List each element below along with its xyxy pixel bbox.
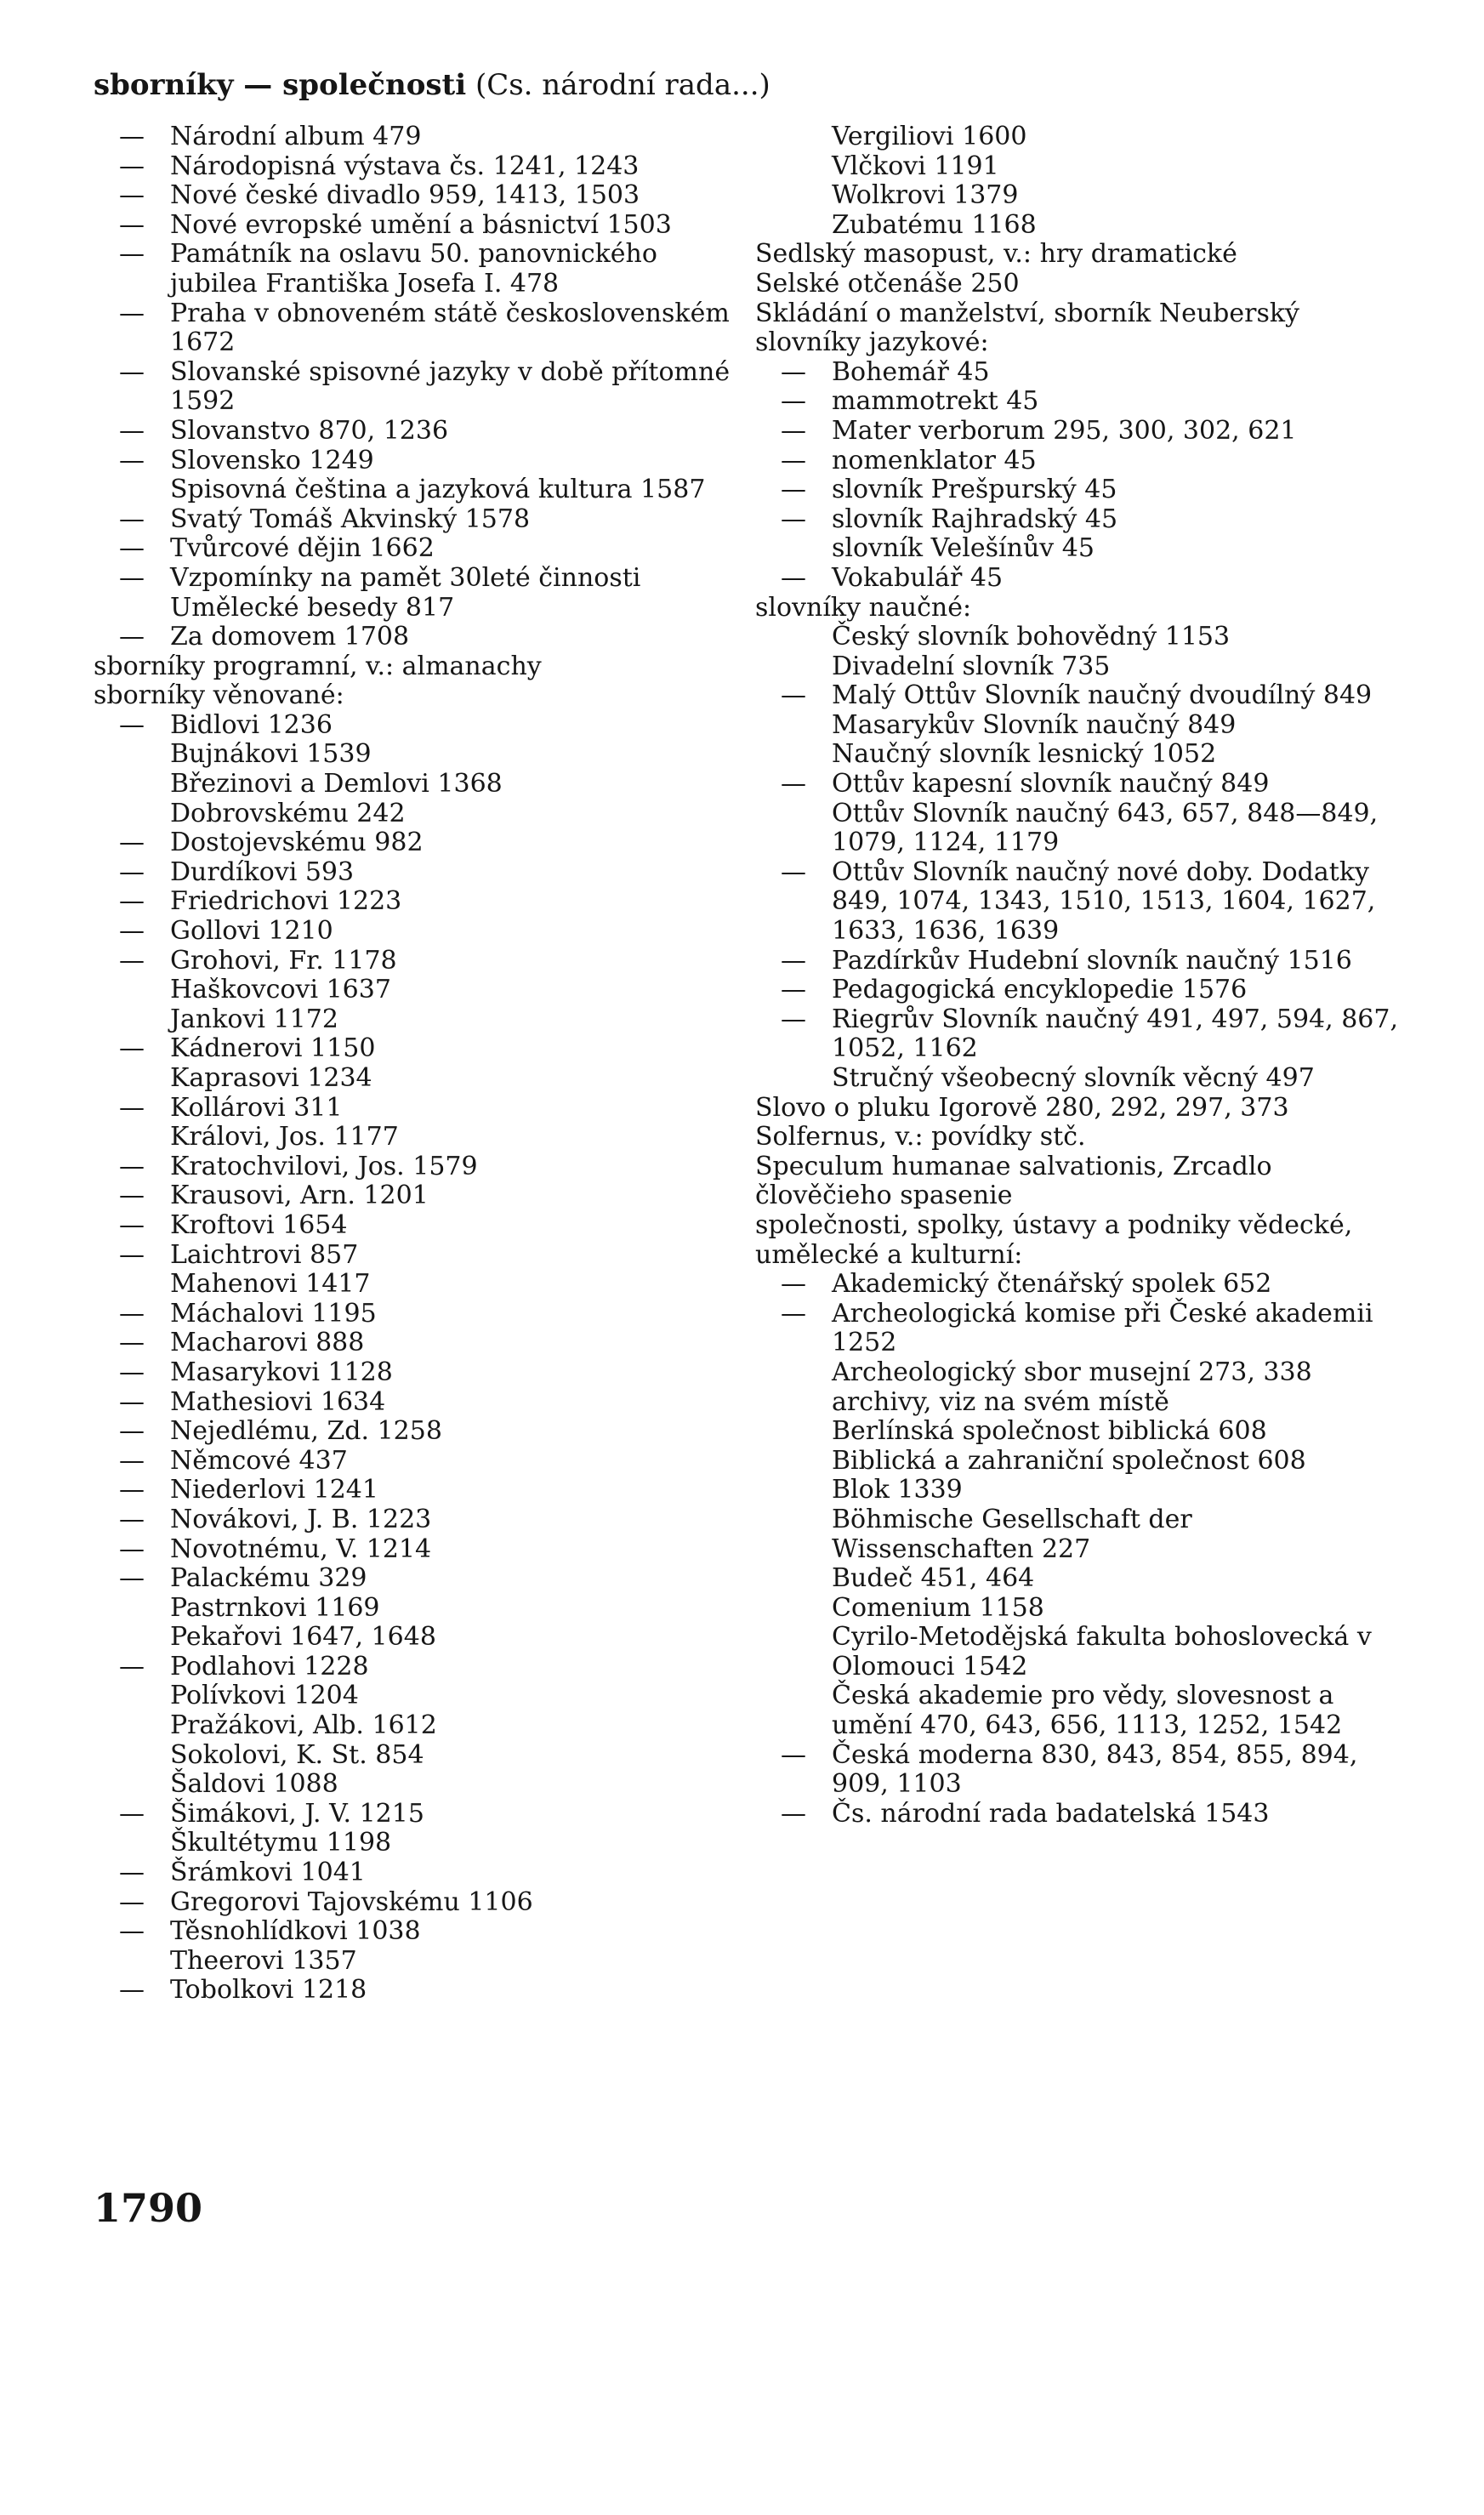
entry-text: Národopisná výstava čs. 1241, 1243 <box>170 151 640 181</box>
index-entry <box>94 1653 740 1682</box>
entry-text: Biblická a zahraniční společnost 608 <box>832 1445 1306 1476</box>
entry-dash: — <box>781 1798 806 1829</box>
index-heading <box>755 328 1402 358</box>
index-entry <box>755 1594 1402 1624</box>
index-entry <box>94 240 740 299</box>
entry-dash: — <box>119 209 145 240</box>
running-head-right: (Cs. národní rada...) <box>475 68 770 102</box>
index-entry <box>94 1034 740 1064</box>
entry-dash: — <box>119 239 145 270</box>
entry-text: Podlahovi 1228 <box>170 1651 369 1681</box>
index-entry <box>94 1064 740 1094</box>
entry-text: sborníky programní, v.: almanachy <box>94 651 542 681</box>
entry-text: Šaldovi 1088 <box>170 1769 338 1800</box>
entry-dash: — <box>119 709 145 740</box>
entry-text: Kratochvilovi, Jos. 1579 <box>170 1151 478 1181</box>
index-entry <box>94 1888 740 1918</box>
entry-text: Mahenovi 1417 <box>170 1269 371 1300</box>
entry-text: Bidlovi 1236 <box>170 709 333 740</box>
entry-dash: — <box>781 445 806 475</box>
entry-text: Dobrovskému 242 <box>170 798 406 828</box>
entry-text: Slovensko 1249 <box>170 445 374 475</box>
index-entry <box>755 122 1402 152</box>
index-entry <box>755 387 1402 417</box>
entry-dash: — <box>781 504 806 534</box>
entry-text: Berlínská společnost biblická 608 <box>832 1416 1267 1447</box>
entry-text: Speculum humanae salvationis, Zrcadlo člověčieho spasenie <box>755 1151 1281 1211</box>
entry-text: Pekařovi 1647, 1648 <box>170 1622 436 1653</box>
entry-dash: — <box>119 1916 145 1947</box>
index-entry <box>94 711 740 741</box>
index-entry <box>94 1623 740 1653</box>
entry-dash: — <box>119 151 145 181</box>
index-entry <box>755 711 1402 741</box>
index-entry <box>94 1947 740 1977</box>
entry-dash: — <box>119 1328 145 1358</box>
entry-text: Macharovi 888 <box>170 1328 365 1358</box>
entry-text: Wolkrovi 1379 <box>832 180 1019 211</box>
entry-dash: — <box>119 1298 145 1329</box>
entry-dash: — <box>119 886 145 917</box>
entry-text: Vokabulář 45 <box>832 562 1004 593</box>
entry-dash: — <box>119 945 145 976</box>
index-entry <box>94 1005 740 1035</box>
entry-text: Nové české divadlo 959, 1413, 1503 <box>170 180 640 211</box>
index-entry <box>755 1476 1402 1505</box>
entry-text: Vergiliovi 1600 <box>832 122 1027 151</box>
index-entry <box>755 1417 1402 1447</box>
index-entry <box>94 1417 740 1447</box>
index-entry <box>94 152 740 182</box>
entry-text: Český slovník bohovědný 1153 <box>832 622 1231 652</box>
index-entry <box>94 799 740 829</box>
index-entry <box>755 1358 1402 1388</box>
index-entry <box>94 828 740 858</box>
index-heading <box>755 270 1402 299</box>
entry-dash: — <box>119 1533 145 1564</box>
entry-text: Čs. národní rada badatelská 1543 <box>832 1798 1270 1829</box>
index-heading <box>755 1094 1402 1124</box>
entry-text: Nejedlému, Zd. 1258 <box>170 1416 442 1447</box>
entry-text: Kádnerovi 1150 <box>170 1033 376 1064</box>
index-entry <box>94 447 740 476</box>
index-entry <box>755 534 1402 564</box>
entry-text: Riegrův Slovník naučný 491, 497, 594, 867, 1052, 1162 <box>832 1004 1407 1064</box>
entry-dash: — <box>119 1357 145 1387</box>
entry-dash: — <box>119 1416 145 1447</box>
index-entry <box>755 181 1402 211</box>
index-entry <box>94 211 740 241</box>
entry-text: Selské otčenáše 250 <box>755 268 1020 299</box>
index-entry <box>94 1388 740 1418</box>
index-entry <box>94 1329 740 1358</box>
index-entry <box>94 917 740 947</box>
entry-text: Pazdírkův Hudební slovník naučný 1516 <box>832 945 1352 976</box>
index-entry <box>755 211 1402 241</box>
index-entry <box>94 1211 740 1241</box>
entry-text: Pastrnkovi 1169 <box>170 1592 380 1623</box>
entry-text: Novotnému, V. 1214 <box>170 1533 432 1564</box>
entry-dash: — <box>119 504 145 534</box>
entry-text: Masarykův Slovník naučný 849 <box>832 709 1237 740</box>
entry-text: Pražákovi, Alb. 1612 <box>170 1710 437 1741</box>
entry-text: Němcové 437 <box>170 1445 348 1476</box>
index-entry <box>94 1535 740 1565</box>
running-head <box>94 68 1420 102</box>
entry-dash: — <box>781 356 806 387</box>
entry-dash: — <box>119 1445 145 1476</box>
index-heading <box>755 594 1402 623</box>
index-entry <box>94 299 740 358</box>
index-entry <box>94 1681 740 1711</box>
entry-dash: — <box>119 916 145 947</box>
index-heading <box>94 681 740 711</box>
index-entry <box>94 1358 740 1388</box>
entry-dash: — <box>781 475 806 505</box>
index-entry <box>755 947 1402 976</box>
index-entry <box>94 122 740 152</box>
entry-text: Haškovcovi 1637 <box>170 975 391 1005</box>
index-entry <box>755 1505 1402 1564</box>
index-entry <box>94 1094 740 1124</box>
entry-dash: — <box>119 1563 145 1594</box>
index-entry <box>94 1241 740 1271</box>
index-entry <box>755 623 1402 652</box>
entry-dash: — <box>119 1181 145 1211</box>
entry-text: Ottův kapesní slovník naučný 849 <box>832 769 1270 799</box>
index-entry <box>755 505 1402 535</box>
running-head-left: sborníky — společnosti <box>94 68 467 102</box>
index-entry <box>755 1300 1402 1358</box>
index-entry <box>755 1681 1402 1740</box>
entry-text: slovník Prešpurský 45 <box>832 475 1117 505</box>
entry-text: Skládání o manželství, sborník Neuberský <box>755 298 1300 328</box>
index-entry <box>94 1770 740 1800</box>
entry-text: Cyrilo-Metodějská fakulta bohoslovecká v Olomouci 1542 <box>832 1622 1380 1681</box>
index-entry <box>94 564 740 623</box>
index-entry <box>755 770 1402 799</box>
index-entry <box>94 1447 740 1477</box>
entry-text: Česká akademie pro vědy, slovesnost a umění 470, 643, 656, 1113, 1252, 1542 <box>832 1681 1343 1741</box>
entry-text: Krausovi, Arn. 1201 <box>170 1181 429 1211</box>
entry-text: Mathesiovi 1634 <box>170 1386 386 1417</box>
index-entry <box>94 1917 740 1947</box>
entry-dash: — <box>119 856 145 887</box>
index-entry <box>94 358 740 417</box>
entry-dash: — <box>119 1151 145 1181</box>
index-entry <box>755 976 1402 1005</box>
entry-dash: — <box>781 386 806 417</box>
index-entry <box>94 1858 740 1888</box>
entry-dash: — <box>119 1475 145 1505</box>
index-entry <box>755 740 1402 770</box>
left-column <box>94 122 740 2006</box>
index-entry <box>94 1181 740 1211</box>
page-number: 1790 <box>94 2185 203 2231</box>
entry-text: Za domovem 1708 <box>170 622 410 652</box>
entry-text: Kollárovi 311 <box>170 1092 343 1123</box>
index-entry <box>755 858 1402 947</box>
entry-text: slovníky jazykové: <box>755 327 989 358</box>
entry-text: slovníky naučné: <box>755 592 972 623</box>
index-entry <box>755 1564 1402 1594</box>
index-entry <box>94 1123 740 1152</box>
index-entry <box>755 447 1402 476</box>
entry-text: Slovanstvo 870, 1236 <box>170 415 449 446</box>
entry-text: Friedrichovi 1223 <box>170 886 402 917</box>
entry-dash: — <box>781 769 806 799</box>
index-entry <box>755 1388 1402 1418</box>
entry-text: Archeologická komise při České akademii 1252 <box>832 1298 1382 1358</box>
entry-text: Gregorovi Tajovskému 1106 <box>170 1886 533 1917</box>
entry-dash: — <box>119 1886 145 1917</box>
entry-dash: — <box>119 298 145 328</box>
entry-text: Slovanské spisovné jazyky v době přítomné 1592 <box>170 356 738 417</box>
entry-dash: — <box>119 1858 145 1888</box>
index-entry <box>94 1270 740 1300</box>
entry-text: společnosti, spolky, ústavy a podniky vědecké, umělecké a kulturní: <box>755 1209 1361 1270</box>
index-entry <box>755 652 1402 682</box>
entry-text: Malý Ottův Slovník naučný dvoudílný 849 <box>832 680 1373 711</box>
entry-text: Škultétymu 1198 <box>170 1828 392 1858</box>
entry-text: Ottův Slovník naučný 643, 657, 848—849, 1079, 1124, 1179 <box>832 798 1386 858</box>
entry-text: archivy, viz na svém místě <box>832 1386 1169 1417</box>
entry-text: Máchalovi 1195 <box>170 1298 377 1329</box>
entry-dash: — <box>119 1239 145 1270</box>
index-entry <box>94 1741 740 1771</box>
entry-text: slovník Rajhradský 45 <box>832 504 1118 534</box>
entry-text: Svatý Tomáš Akvinský 1578 <box>170 504 531 534</box>
entry-text: Comenium 1158 <box>832 1592 1044 1623</box>
entry-text: Těsnohlídkovi 1038 <box>170 1916 421 1947</box>
index-entry <box>94 947 740 976</box>
entry-dash: — <box>119 1975 145 2006</box>
entry-text: Slovo o pluku Igorově 280, 292, 297, 373 <box>755 1092 1289 1123</box>
index-entry <box>94 740 740 770</box>
index-entry <box>94 1564 740 1594</box>
entry-text: Dostojevskému 982 <box>170 828 424 858</box>
entry-dash: — <box>119 1798 145 1829</box>
index-entry <box>94 1711 740 1741</box>
entry-text: Divadelní slovník 735 <box>832 651 1111 681</box>
entry-dash: — <box>119 533 145 564</box>
entry-text: Zubatému 1168 <box>832 209 1037 240</box>
index-entry <box>755 358 1402 388</box>
entry-text: Mater verborum 295, 300, 302, 621 <box>832 415 1297 446</box>
entry-dash: — <box>781 1739 806 1770</box>
index-entry <box>94 417 740 447</box>
entry-text: Jankovi 1172 <box>170 1004 338 1034</box>
entry-text: Pedagogická encyklopedie 1576 <box>832 975 1248 1005</box>
entry-text: Akademický čtenářský spolek 652 <box>832 1269 1272 1300</box>
index-entry <box>94 1594 740 1624</box>
entry-text: Památník na oslavu 50. panovnického jubilea Františka Josefa I. 478 <box>170 239 666 299</box>
entry-text: Šimákovi, J. V. 1215 <box>170 1798 424 1829</box>
entry-dash: — <box>781 1298 806 1329</box>
index-entry <box>94 1829 740 1858</box>
entry-text: Grohovi, Fr. 1178 <box>170 945 397 976</box>
index-entry <box>755 475 1402 505</box>
right-column <box>755 122 1407 1829</box>
entry-text: Praha v obnoveném státě československém 1672 <box>170 298 738 358</box>
entry-dash: — <box>119 1092 145 1123</box>
index-heading <box>755 1152 1402 1211</box>
entry-dash: — <box>119 1651 145 1681</box>
index-entry <box>755 564 1402 594</box>
index-heading <box>94 652 740 682</box>
entry-text: Novákovi, J. B. 1223 <box>170 1504 432 1534</box>
index-entry <box>94 976 740 1005</box>
index-heading <box>755 1211 1402 1270</box>
index-entry <box>94 858 740 888</box>
entry-text: Durdíkovi 593 <box>170 856 355 887</box>
entry-text: Böhmische Gesellschaft der Wissenschaften 227 <box>832 1504 1201 1564</box>
entry-text: Tvůrcové dějin 1662 <box>170 533 435 564</box>
index-entry <box>755 681 1402 711</box>
index-entry <box>94 181 740 211</box>
index-entry <box>94 1800 740 1829</box>
index-entry <box>755 1623 1402 1681</box>
entry-text: Blok 1339 <box>832 1475 963 1505</box>
entry-dash: — <box>781 856 806 887</box>
index-entry <box>94 1505 740 1535</box>
index-entry <box>755 799 1402 858</box>
index-entry <box>94 887 740 917</box>
entry-text: Budeč 451, 464 <box>832 1563 1035 1594</box>
index-entry <box>755 1270 1402 1300</box>
entry-dash: — <box>781 562 806 593</box>
index-entry <box>94 1300 740 1329</box>
entry-text: mammotrekt 45 <box>832 386 1039 417</box>
entry-text: Národní album 479 <box>170 122 422 151</box>
entry-text: Spisovná čeština a jazyková kultura 1587 <box>170 475 706 505</box>
entry-text: Bohemář 45 <box>832 356 990 387</box>
entry-dash: — <box>119 1504 145 1534</box>
entry-dash: — <box>119 356 145 387</box>
entry-dash: — <box>119 622 145 652</box>
index-entry <box>755 1447 1402 1477</box>
entry-text: Solfernus, v.: povídky stč. <box>755 1122 1086 1152</box>
index-entry <box>755 1800 1402 1829</box>
index-entry <box>755 1741 1402 1800</box>
entry-text: Gollovi 1210 <box>170 916 333 947</box>
entry-text: nomenklator 45 <box>832 445 1037 475</box>
entry-text: Sedlský masopust, v.: hry dramatické <box>755 239 1237 270</box>
entry-text: Vlčkovi 1191 <box>832 151 999 181</box>
index-entry <box>755 417 1402 447</box>
entry-text: slovník Velešínův 45 <box>832 533 1095 564</box>
index-entry <box>755 1004 1407 1064</box>
entry-text: Sokolovi, K. St. 854 <box>170 1739 424 1770</box>
index-entry <box>94 1976 740 2006</box>
entry-text: Březinovi a Demlovi 1368 <box>170 769 503 799</box>
index-entry <box>94 623 740 652</box>
entry-text: Theerovi 1357 <box>170 1945 357 1976</box>
entry-dash: — <box>781 975 806 1005</box>
index-entry <box>94 1476 740 1505</box>
entry-dash: — <box>781 1004 806 1034</box>
entry-dash: — <box>119 1033 145 1064</box>
entry-dash: — <box>119 415 145 446</box>
entry-text: sborníky věnované: <box>94 680 344 711</box>
index-heading <box>755 1123 1402 1152</box>
entry-text: Šrámkovi 1041 <box>170 1858 366 1888</box>
entry-text: Česká moderna 830, 843, 854, 855, 894, 909, 1103 <box>832 1739 1366 1800</box>
index-entry <box>94 770 740 799</box>
entry-text: Naučný slovník lesnický 1052 <box>832 739 1217 770</box>
entry-text: Masarykovi 1128 <box>170 1357 393 1387</box>
entry-text: Archeologický sbor musejní 273, 338 <box>832 1357 1312 1387</box>
entry-text: Palackému 329 <box>170 1563 367 1594</box>
index-entry <box>755 152 1402 182</box>
entry-text: Vzpomínky na pamět 30leté činnosti Umělecké besedy 817 <box>170 562 649 623</box>
index-entry <box>94 505 740 535</box>
entry-text: Kroftovi 1654 <box>170 1209 348 1240</box>
entry-dash: — <box>119 1209 145 1240</box>
entry-text: Bujnákovi 1539 <box>170 739 372 770</box>
entry-dash: — <box>119 122 145 151</box>
entry-dash: — <box>119 445 145 475</box>
index-heading <box>755 299 1402 329</box>
entry-dash: — <box>781 945 806 976</box>
entry-text: Nové evropské umění a básnictví 1503 <box>170 209 672 240</box>
entry-text: Laichtrovi 857 <box>170 1239 359 1270</box>
entry-dash: — <box>781 1269 806 1300</box>
entry-text: Ottův Slovník naučný nové doby. Dodatky 849, 1074, 1343, 1510, 1513, 1604, 1627, 1633, 1636, 1639 <box>832 856 1384 947</box>
entry-text: Královi, Jos. 1177 <box>170 1122 399 1152</box>
entry-dash: — <box>119 1386 145 1417</box>
index-entry <box>94 1152 740 1182</box>
entry-dash: — <box>781 680 806 711</box>
index-heading <box>755 240 1402 270</box>
entry-text: Polívkovi 1204 <box>170 1681 359 1711</box>
entry-dash: — <box>119 180 145 211</box>
entry-dash: — <box>119 828 145 858</box>
entry-text: Niederlovi 1241 <box>170 1475 378 1505</box>
index-entry <box>94 534 740 564</box>
index-entry <box>755 1064 1402 1094</box>
index-entry <box>94 475 740 505</box>
entry-text: Tobolkovi 1218 <box>170 1975 367 2006</box>
entry-dash: — <box>119 562 145 593</box>
entry-text: Kaprasovi 1234 <box>170 1063 372 1093</box>
entry-dash: — <box>781 415 806 446</box>
entry-text: Stručný všeobecný slovník věcný 497 <box>832 1063 1315 1093</box>
